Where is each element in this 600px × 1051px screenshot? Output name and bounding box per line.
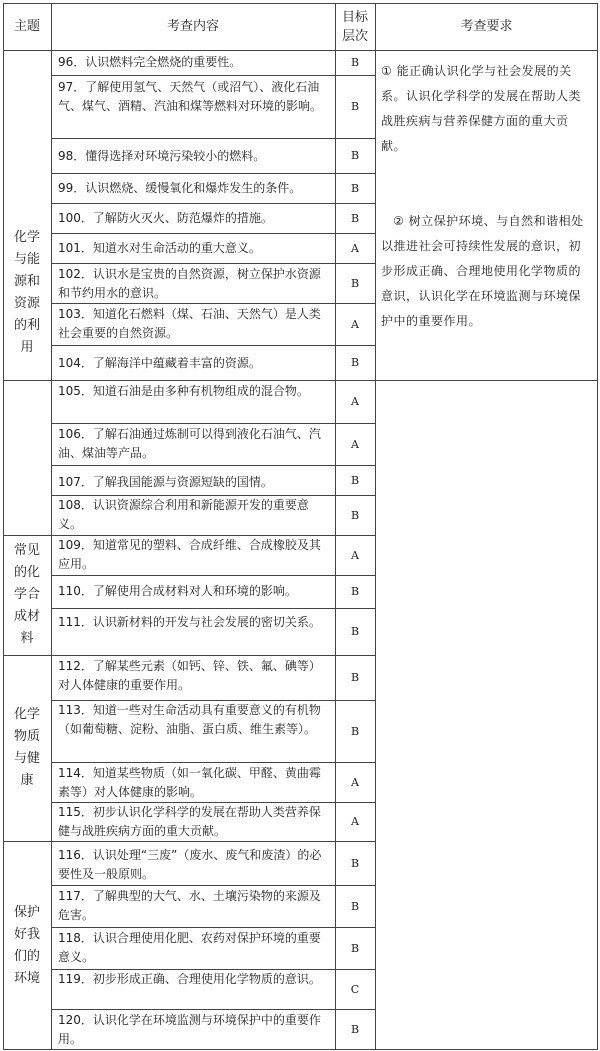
content-cell: 107．了解我国能源与资源短缺的国情。 [58, 475, 273, 489]
content-cell: 119．初步形成正确、合理使用化学物质的意识。 [58, 972, 321, 986]
level-cell: A [351, 317, 359, 331]
grid-line [51, 655, 376, 656]
level-cell: A [351, 775, 359, 789]
level-cell: B [350, 671, 360, 684]
content-cell: 99．认识燃烧、缓慢氧化和爆炸发生的条件。 [58, 181, 302, 195]
content-cell: 110．了解使用合成材料对人和环境的影响。 [58, 584, 297, 598]
grid-line [51, 203, 376, 204]
header-content: 考查内容 [166, 19, 219, 34]
grid-line [375, 3, 376, 1050]
grid-line [51, 762, 376, 763]
grid-line [51, 75, 376, 76]
content-cell: 120．认识化学在环境监测与环境保护中的重要作用。 [58, 1013, 321, 1046]
grid-line [51, 423, 376, 424]
standards-table [3, 3, 598, 1050]
grid-line [51, 263, 376, 264]
level-cell: C [350, 982, 360, 996]
level-cell: A [351, 548, 359, 562]
level-cell: B [350, 1023, 360, 1036]
requirement-paragraph-1: ① 能正确认识化学与社会发展的关系。认识化学科学的发展在帮助人类战胜疾病与营养保健方面的重大贡献。 [381, 64, 582, 153]
content-cell: 96．认识燃料完全燃烧的重要性。 [58, 55, 242, 69]
grid-line [51, 465, 376, 466]
content-cell: 104．了解海洋中蕴藏着丰富的资源。 [58, 356, 261, 370]
content-cell: 97．了解使用氢气、天然气（或沼气）、液化石油气、煤气、酒精、汽油和煤等燃料对环境的影响。 [58, 80, 323, 113]
content-cell: 117．了解典型的大气、水、土壤污染物的来源及危害。 [58, 889, 321, 922]
content-cell: 118．认识合理使用化肥、农药对保护环境的重要意义。 [58, 931, 321, 964]
content-cell: 114．知道某些物质（如一氧化碳、甲醛、黄曲霉素等）对人体健康的影响。 [58, 766, 321, 799]
content-cell: 109．知道常见的塑料、合成纤维、合成橡胶及其应用。 [58, 538, 321, 571]
topic-energy-resources: 化学与能源和资源的利用 [13, 229, 40, 355]
header-level-line2: 层次 [341, 28, 368, 44]
content-cell: 102．认识水是宝贵的自然资源，树立保护水资源和节约用水的意识。 [58, 267, 321, 300]
grid-line [51, 927, 376, 928]
grid-line [51, 138, 376, 139]
content-cell: 98．懂得选择对环境污染较小的燃料。 [58, 149, 266, 163]
level-cell: A [351, 395, 359, 408]
level-cell: B [350, 625, 360, 638]
level-cell: A [351, 815, 359, 828]
content-cell: 115．初步认识化学科学的发展在帮助人类营养保健与战胜疾病方面的重大贡献。 [58, 805, 321, 838]
grid-line [3, 50, 598, 51]
grid-line [597, 3, 598, 1050]
level-cell: B [350, 181, 360, 195]
grid-line [51, 303, 376, 304]
level-cell: B [350, 724, 360, 738]
level-cell: A [351, 241, 359, 255]
level-cell: B [350, 473, 360, 487]
level-cell: A [351, 437, 359, 451]
level-cell: B [350, 100, 360, 113]
grid-line [51, 608, 376, 609]
level-cell: B [350, 211, 360, 225]
topic-substances-health: 化学物质与健康 [13, 707, 40, 788]
level-cell: B [350, 941, 360, 955]
grid-line [51, 345, 376, 346]
header-level-line1: 目标 [341, 9, 368, 25]
content-cell: 113．知道一些对生命活动具有重要意义的有机物（如葡萄糖、淀粉、油脂、蛋白质、维生素等）。 [58, 703, 321, 736]
content-cell: 111．认识新材料的开发与社会发展的密切关系。 [58, 615, 321, 629]
content-cell: 108．认识资源综合利用和新能源开发的重要意义。 [58, 498, 309, 531]
content-cell: 106．了解石油通过炼制可以得到液化石油气、汽油、煤油等产品。 [58, 427, 321, 460]
topic-protect-environment: 保护好我们的环境 [13, 904, 40, 986]
level-cell: B [350, 508, 360, 522]
content-cell: 105．知道石油是由多种有机物组成的混合物。 [58, 384, 309, 398]
header-topic: 主题 [13, 19, 40, 34]
level-cell: B [350, 899, 360, 913]
grid-line [3, 3, 4, 1050]
header-requirements: 考查要求 [460, 19, 513, 34]
content-cell: 112．了解某些元素（如钙、锌、铁、氟、碘等）对人体健康的重要作用。 [58, 659, 321, 692]
grid-line [51, 173, 376, 174]
grid-line [51, 841, 376, 842]
grid-line [51, 885, 376, 886]
requirement-paragraph-2: ② 树立保护环境、与自然和谐相处以推进社会可持续性发展的意识，初步形成正确、合理地使用化学物质的意识，认识化学在环境监测与环境保护中的重要作用。 [381, 214, 584, 328]
content-cell: 101．知道水对生命活动的重大意义。 [58, 241, 261, 255]
level-cell: B [350, 276, 360, 290]
grid-line [51, 233, 376, 234]
grid-line [375, 380, 598, 381]
grid-line [3, 1049, 598, 1050]
level-cell: B [350, 149, 360, 162]
grid-line [51, 380, 376, 381]
grid-line [51, 3, 52, 1050]
grid-line [51, 575, 376, 576]
level-cell: B [350, 56, 360, 69]
content-cell: 103．知道化石燃料（煤、石油、天然气）是人类社会重要的自然资源。 [58, 307, 321, 340]
topic-synthetic-materials: 常见的化学合成材料 [13, 543, 40, 646]
level-cell: B [350, 356, 360, 369]
content-cell: 100．了解防火灭火、防范爆炸的措施。 [58, 211, 273, 225]
header-level [335, 3, 375, 50]
grid-line [51, 1009, 376, 1010]
content-cell: 116．认识处理“三废”（废水、废气和废渣）的必要性及一般原则。 [58, 848, 322, 881]
level-cell: B [350, 856, 360, 870]
level-cell: B [350, 585, 360, 598]
